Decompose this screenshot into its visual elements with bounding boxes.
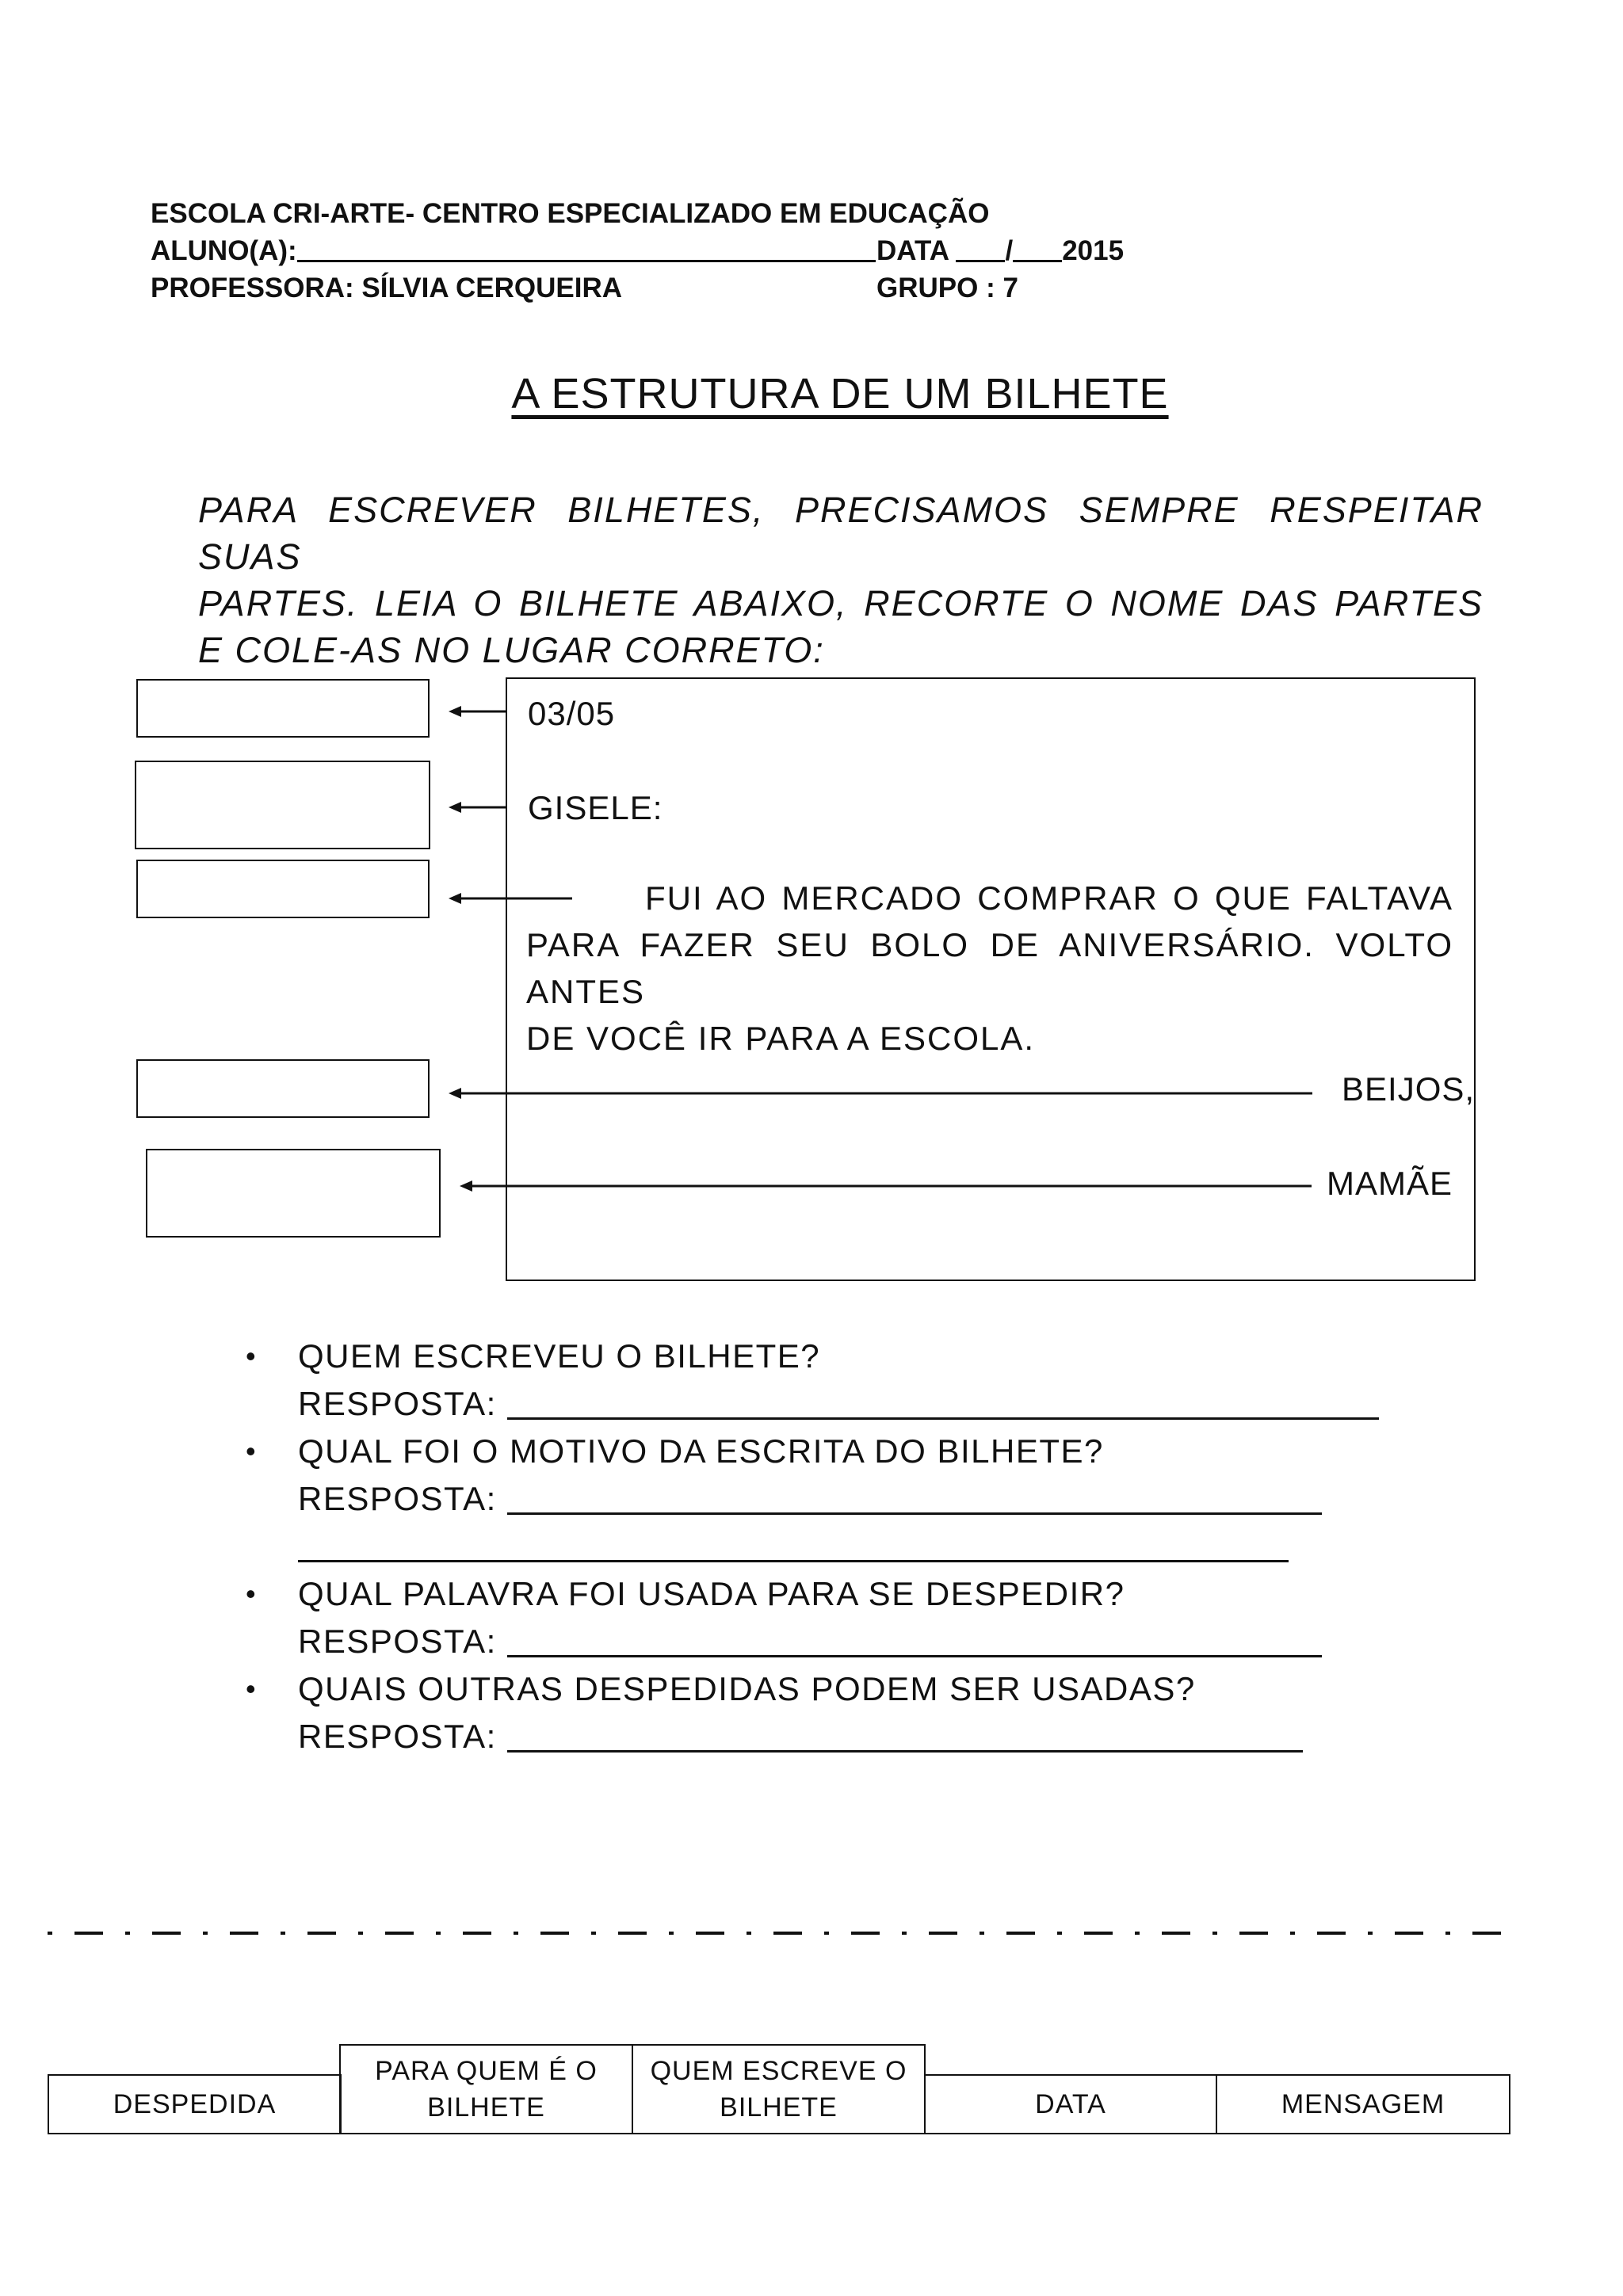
arrow-to-recipient-slot — [449, 802, 506, 813]
answer-label: RESPOSTA: — [298, 1718, 497, 1755]
note-date: 03/05 — [528, 695, 616, 732]
question-item — [246, 1570, 1379, 1665]
note-message-line: PARA FAZER SEU BOLO DE ANIVERSÁRIO. VOLTO ANTES — [526, 926, 1453, 1010]
answer-line[interactable] — [507, 1383, 1379, 1420]
cut-label-text: DESPEDIDA — [113, 2089, 277, 2119]
cut-label-line: BILHETE — [427, 2092, 545, 2122]
question-text: QUAL PALAVRA FOI USADA PARA SE DESPEDIR? — [298, 1575, 1125, 1612]
answer-line[interactable] — [507, 1478, 1322, 1515]
arrow-to-signature-slot — [460, 1180, 1312, 1192]
note-signature: MAMÃE — [1327, 1165, 1453, 1202]
cut-label-text: DATA — [1035, 2089, 1106, 2119]
instructions-line: PARA ESCREVER BILHETES, PRECISAMOS SEMPRE RESPEITAR SUAS — [198, 490, 1484, 577]
answer-label: RESPOSTA: — [298, 1623, 497, 1660]
note-closing: BEIJOS, — [1342, 1070, 1476, 1108]
bullet-icon: • — [246, 1672, 258, 1705]
group-label: GRUPO : 7 — [876, 273, 1018, 303]
answer-line-continued[interactable] — [298, 1525, 1289, 1562]
cut-label-date[interactable] — [924, 2074, 1217, 2134]
bullet-icon: • — [246, 1340, 258, 1372]
bullet-icon: • — [246, 1435, 258, 1467]
bullet-icon: • — [246, 1577, 258, 1610]
question-item — [246, 1665, 1379, 1760]
note-message-line: DE VOCÊ IR PARA A ESCOLA. — [526, 1020, 1036, 1057]
cut-label-recipient[interactable] — [339, 2044, 633, 2134]
note-message-line: FUI AO MERCADO COMPRAR O QUE FALTAVA — [645, 879, 1453, 917]
cut-label-line: PARA QUEM É O — [375, 2056, 598, 2086]
question-text: QUAL FOI O MOTIVO DA ESCRITA DO BILHETE? — [298, 1432, 1104, 1470]
cut-label-text — [651, 2053, 907, 2126]
question-list — [246, 1333, 1379, 1760]
cut-line — [48, 1930, 1510, 1936]
question-item — [246, 1333, 1379, 1428]
arrow-to-date-slot — [449, 706, 506, 717]
question-text: QUEM ESCREVEU O BILHETE? — [298, 1337, 821, 1375]
note-recipient: GISELE: — [528, 789, 663, 826]
answer-label: RESPOSTA: — [298, 1480, 497, 1517]
answer-line[interactable] — [507, 1715, 1303, 1753]
date-separator: / — [1005, 235, 1014, 266]
cut-label-message[interactable] — [1216, 2074, 1510, 2134]
answer-label: RESPOSTA: — [298, 1385, 497, 1422]
cut-label-writer[interactable] — [632, 2044, 926, 2134]
instructions-line: E COLE-AS NO LUGAR CORRETO: — [198, 630, 825, 670]
cut-label-line: BILHETE — [720, 2092, 838, 2122]
cut-label-text: MENSAGEM — [1281, 2089, 1445, 2119]
cut-label-text — [375, 2053, 598, 2126]
arrow-to-farewell-slot — [449, 1088, 1312, 1099]
teacher-name: PROFESSORA: SÍLVIA CERQUEIRA — [151, 273, 623, 303]
arrow-to-message-slot — [449, 893, 572, 904]
instructions-line: PARTES. LEIA O BILHETE ABAIXO, RECORTE O NOME DAS PARTES — [198, 583, 1484, 624]
page-title: A ESTRUTURA DE UM BILHETE — [511, 370, 1169, 418]
cut-label-farewell[interactable] — [48, 2074, 342, 2134]
answer-line[interactable] — [507, 1620, 1322, 1657]
school-name: ESCOLA CRI-ARTE- CENTRO ESPECIALIZADO EM EDUCAÇÃO — [151, 198, 990, 229]
date-year: 2015 — [1062, 235, 1125, 266]
question-item — [246, 1428, 1379, 1570]
question-text: QUAIS OUTRAS DESPEDIDAS PODEM SER USADAS? — [298, 1670, 1196, 1707]
date-label: DATA — [876, 235, 949, 266]
student-label: ALUNO(A): — [151, 235, 297, 266]
cut-label-line: QUEM ESCREVE O — [650, 2056, 907, 2086]
